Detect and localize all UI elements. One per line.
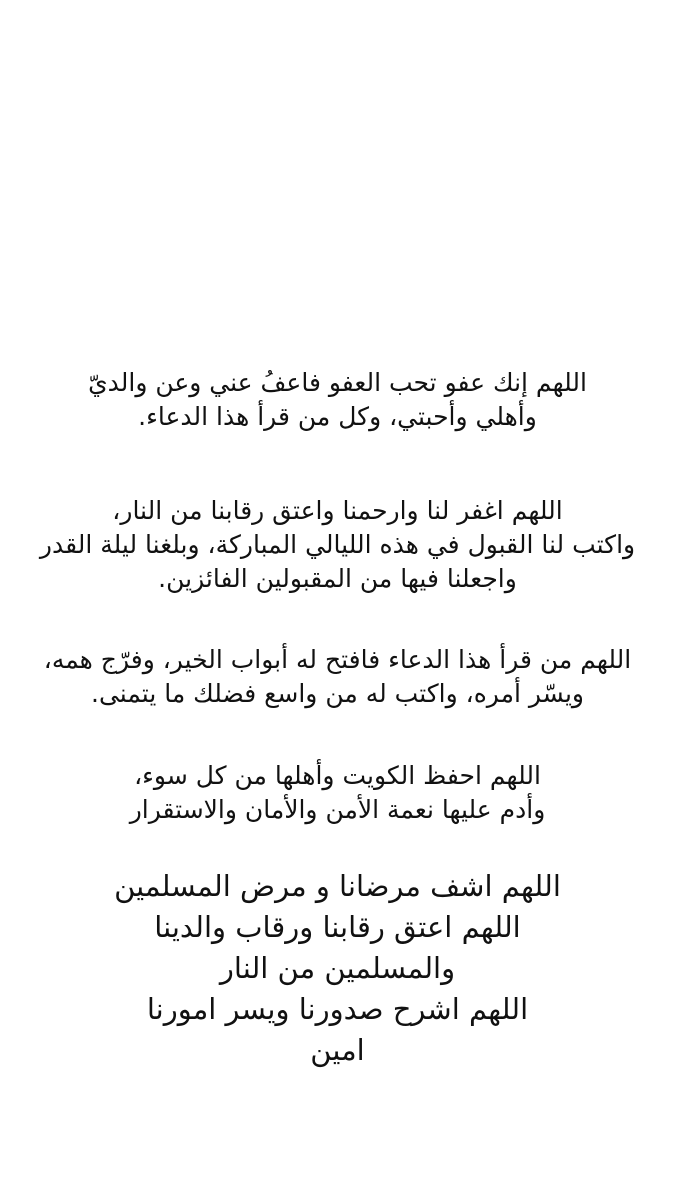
text-line: اللهم إنك عفو تحب العفو فاعفُ عني وعن والديّ: [88, 368, 587, 397]
text-line: امين: [310, 1033, 365, 1067]
text-line: اللهم اغفر لنا وارحمنا واعتق رقابنا من النار،: [112, 496, 563, 525]
text-line: اللهم احفظ الكويت وأهلها من كل سوء،: [134, 761, 541, 790]
text-line: وأدم عليها نعمة الأمن والأمان والاستقرار: [129, 795, 546, 824]
dua-paragraph-forgiveness: [0, 366, 675, 434]
text-line: ويسّر أمره، واكتب له من واسع فضلك ما يتمنى.: [91, 679, 584, 708]
dua-paragraph-mercy: [0, 494, 675, 596]
text-line: اللهم اعتق رقابنا ورقاب والدينا: [154, 910, 521, 944]
text-line: واجعلنا فيها من المقبولين الفائزين.: [158, 564, 517, 593]
text-line: وأهلي وأحبتي، وكل من قرأ هذا الدعاء.: [138, 402, 537, 431]
text-line: اللهم اشف مرضانا و مرض المسلمين: [114, 869, 561, 903]
dua-paragraph-healing: [0, 866, 675, 1071]
dua-paragraph-kuwait: [0, 759, 675, 827]
text-line: واكتب لنا القبول في هذه الليالي المباركة، وبلغنا ليلة القدر: [39, 530, 636, 559]
text-line: والمسلمين من النار: [219, 951, 456, 985]
text-line: اللهم من قرأ هذا الدعاء فافتح له أبواب الخير، وفرّج همه،: [43, 645, 632, 674]
text-line: اللهم اشرح صدورنا ويسر امورنا: [146, 992, 529, 1026]
dua-paragraph-reader: [0, 643, 675, 711]
